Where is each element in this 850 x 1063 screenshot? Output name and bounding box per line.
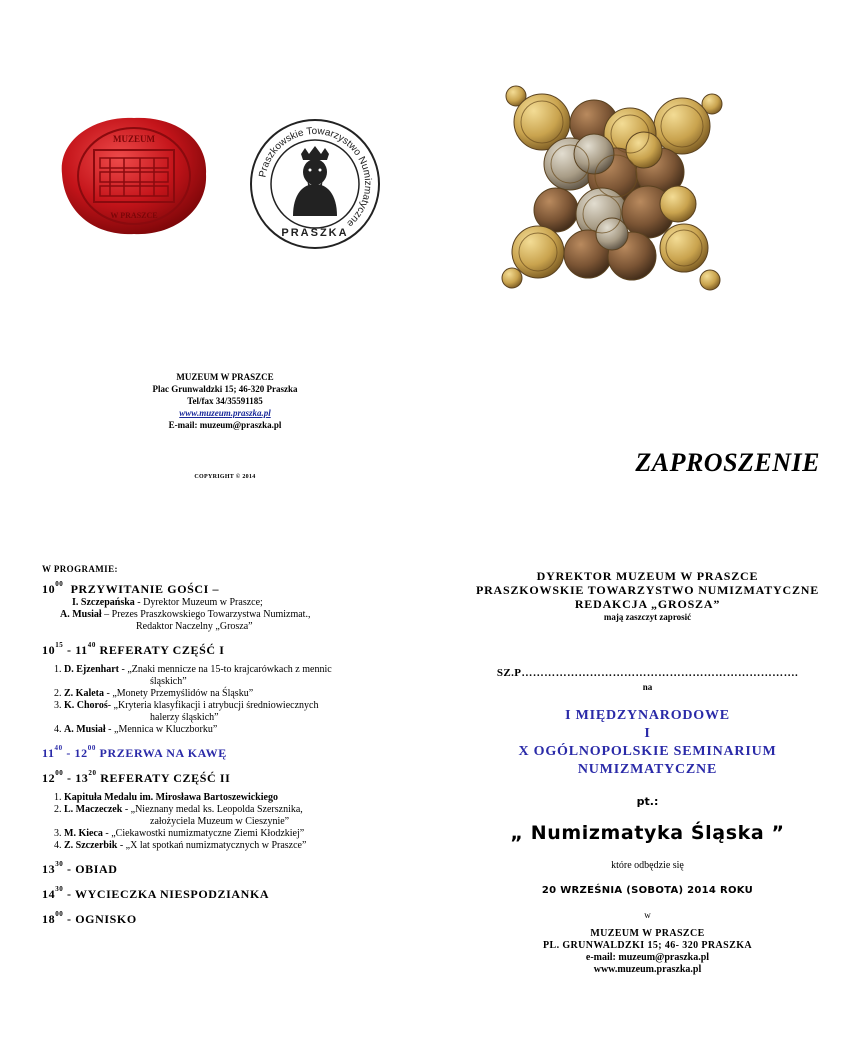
venue-name: MUZEUM W PRASZCE (590, 928, 705, 939)
program-excursion: $14^{30}$ - WYCIECZKA NIESPODZIANKA (42, 885, 270, 901)
museum-website-link[interactable]: www.muzeum.praszka.pl (179, 408, 271, 418)
coins-pile-image (498, 84, 726, 294)
program-welcome-editor: Redaktor Naczelny „Grosza” (136, 621, 253, 632)
program-session-2: $12^{00} - 13^{20}$ REFERATY CZĘŚĆ II (42, 769, 231, 785)
wax-seal-image (54, 112, 210, 240)
talk-item: 2. Z. Kaleta - „Monety Przemyślidów na Śląsku” (54, 688, 254, 699)
na-text: na (642, 682, 653, 692)
venue-email[interactable]: e-mail: muzeum@praszka.pl (585, 952, 710, 963)
pt-label: pt.: (636, 795, 659, 808)
host-society: PRASZKOWSKIE TOWARZYSTWO NUMIZMATYCZNE (475, 583, 820, 597)
talk-item-cont: śląskich” (150, 676, 187, 687)
venue-address: PL. GRUNWALDZKI 15; 46- 320 PRASZKA (542, 940, 752, 951)
talk-item: 1. D. Ejzenhart - „Znaki mennicze na 15-to krajcarówkach z mennic (54, 664, 332, 675)
program-welcome-president: A. Musiał – Prezes Praszkowskiego Towarzystwa Numizmat., (60, 609, 311, 620)
seminar-and: I (644, 726, 651, 741)
host-director: DYREKTOR MUZEUM W PRASZCE (536, 569, 759, 583)
invitation-section (450, 569, 845, 976)
program-heading: W PROGRAMIE: (42, 564, 118, 574)
invitation-title: ZAPROSZENIE (635, 448, 820, 477)
program-section (42, 564, 412, 927)
guest-name-line: SZ.P………………………………………………………………. (496, 667, 799, 679)
museum-name: MUZEUM W PRASZCE (176, 372, 274, 382)
talk-item: 4. Z. Szczerbik - „X lat spotkań numizmatycznych w Praszce” (54, 840, 307, 851)
museum-email: E-mail: muzeum@praszka.pl (168, 420, 282, 430)
w-text: w (644, 910, 651, 920)
program-coffee-break: $11^{40} - 12^{00}$ PRZERWA NA KAWĘ (42, 744, 227, 760)
talk-item: 3. K. Choroś- „Kryteria klasyfikacji i atrybucji średniowiecznych (54, 700, 319, 711)
host-editorial: REDAKCJA „GROSZA” (574, 597, 721, 611)
seal-text-top: MUZEUM (113, 134, 155, 144)
program-welcome: $10^{00}$ PRZYWITANIE GOŚCI – (42, 580, 220, 596)
museum-contact-block (130, 371, 320, 431)
program-welcome-host: I. Szczepańska - Dyrektor Muzeum w Praszce; (72, 597, 263, 608)
session-1-talks (42, 664, 412, 736)
seminar-intl: I MIĘDZYNARODOWE (565, 708, 730, 723)
museum-phone: Tel/fax 34/35591185 (187, 396, 263, 406)
copyright-text: COPYRIGHT © 2014 (194, 474, 256, 480)
talk-item: 3. M. Kieca - „Ciekawostki numizmatyczne Ziemi Kłodzkiej” (54, 828, 305, 839)
talk-item: 2. L. Maczeczek - „Nieznany medal ks. Leopolda Szersznika, (54, 804, 303, 815)
program-session-1: $10^{15} - 11^{40}$ REFERATY CZĘŚĆ I (42, 641, 225, 657)
talk-item: 4. A. Musiał - „Mennica w Kluczborku” (54, 724, 218, 735)
venue-website[interactable]: www.muzeum.praszka.pl (593, 964, 702, 975)
seal-text-bottom: W PRASZCE (110, 211, 158, 220)
event-date: 20 WRZEŚNIA (SOBOTA) 2014 ROKU (541, 885, 754, 896)
seminar-national: X OGÓLNOPOLSKIE SEMINARIUM (518, 744, 777, 759)
program-lunch: $13^{30}$ - OBIAD (42, 860, 118, 876)
talk-item-cont: halerzy śląskich” (150, 712, 219, 723)
seminar-title: „ Numizmatyka Śląska ” (510, 822, 785, 844)
stamp-ring-text: Praszkowskie Towarzystwo Numizmatyczne (257, 125, 374, 229)
society-stamp-logo (249, 118, 381, 250)
invite-phrase: mają zaszczyt zaprosić (603, 612, 692, 622)
talk-item: 1. Kapituła Medalu im. Mirosława Bartoszewickiego (54, 792, 278, 803)
museum-address: Plac Grunwaldzki 15; 46-320 Praszka (152, 384, 298, 394)
seminar-numismatic: NUMIZMATYCZNE (577, 762, 718, 777)
stamp-bottom-text: PRASZKA (281, 227, 349, 239)
session-2-talks (42, 792, 412, 852)
date-intro: które odbędzie się (611, 860, 684, 871)
program-bonfire: $18^{00}$ - OGNISKO (42, 910, 137, 926)
talk-item-cont: założyciela Muzeum w Cieszynie” (150, 816, 290, 827)
